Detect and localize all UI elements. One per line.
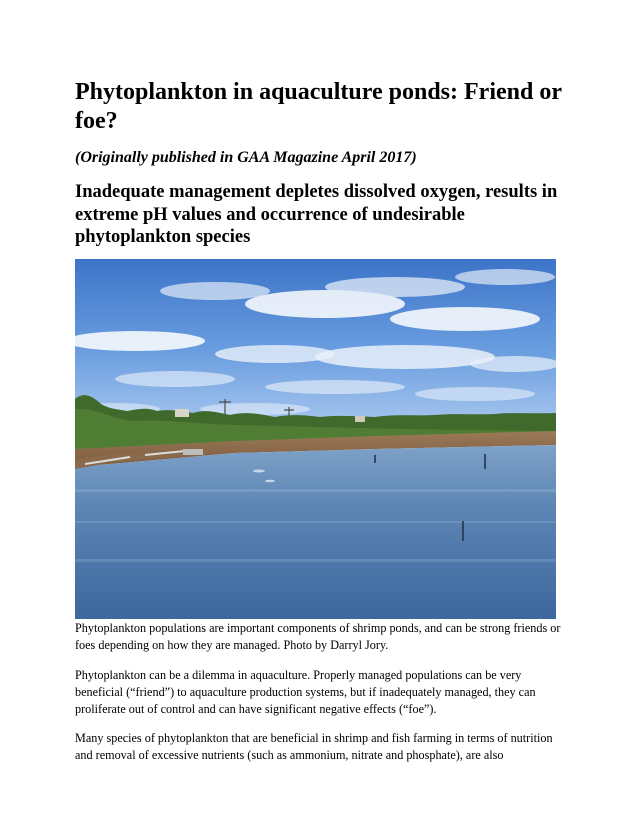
photo-caption: Phytoplankton populations are important components of shrimp ponds, and can be strong friends or foes depending on how they are managed. Photo by Darryl Jory. xyxy=(75,621,561,652)
document-title: Phytoplankton in aquaculture ponds: Friend or foe? xyxy=(75,79,562,134)
body-paragraph-2: Many species of phytoplankton that are beneficial in shrimp and fish farming in terms of nutrition and removal of excessive nutrients (such as ammonium, nitrate and phosphate), are also xyxy=(75,731,553,762)
body-paragraph-1: Phytoplankton can be a dilemma in aquaculture. Properly managed populations can be very beneficial (“friend”) to aquaculture production systems, but if inadequately managed, they can proliferate out of control and can have significant negative effects (“foe”). xyxy=(75,668,536,716)
article-subheading: Inadequate management depletes dissolved oxygen, results in extreme pH values and occurrence of undesirable phytoplankton species xyxy=(75,182,558,247)
pond-photo xyxy=(75,259,556,619)
publication-note: (Originally published in GAA Magazine April 2017) xyxy=(75,149,417,166)
